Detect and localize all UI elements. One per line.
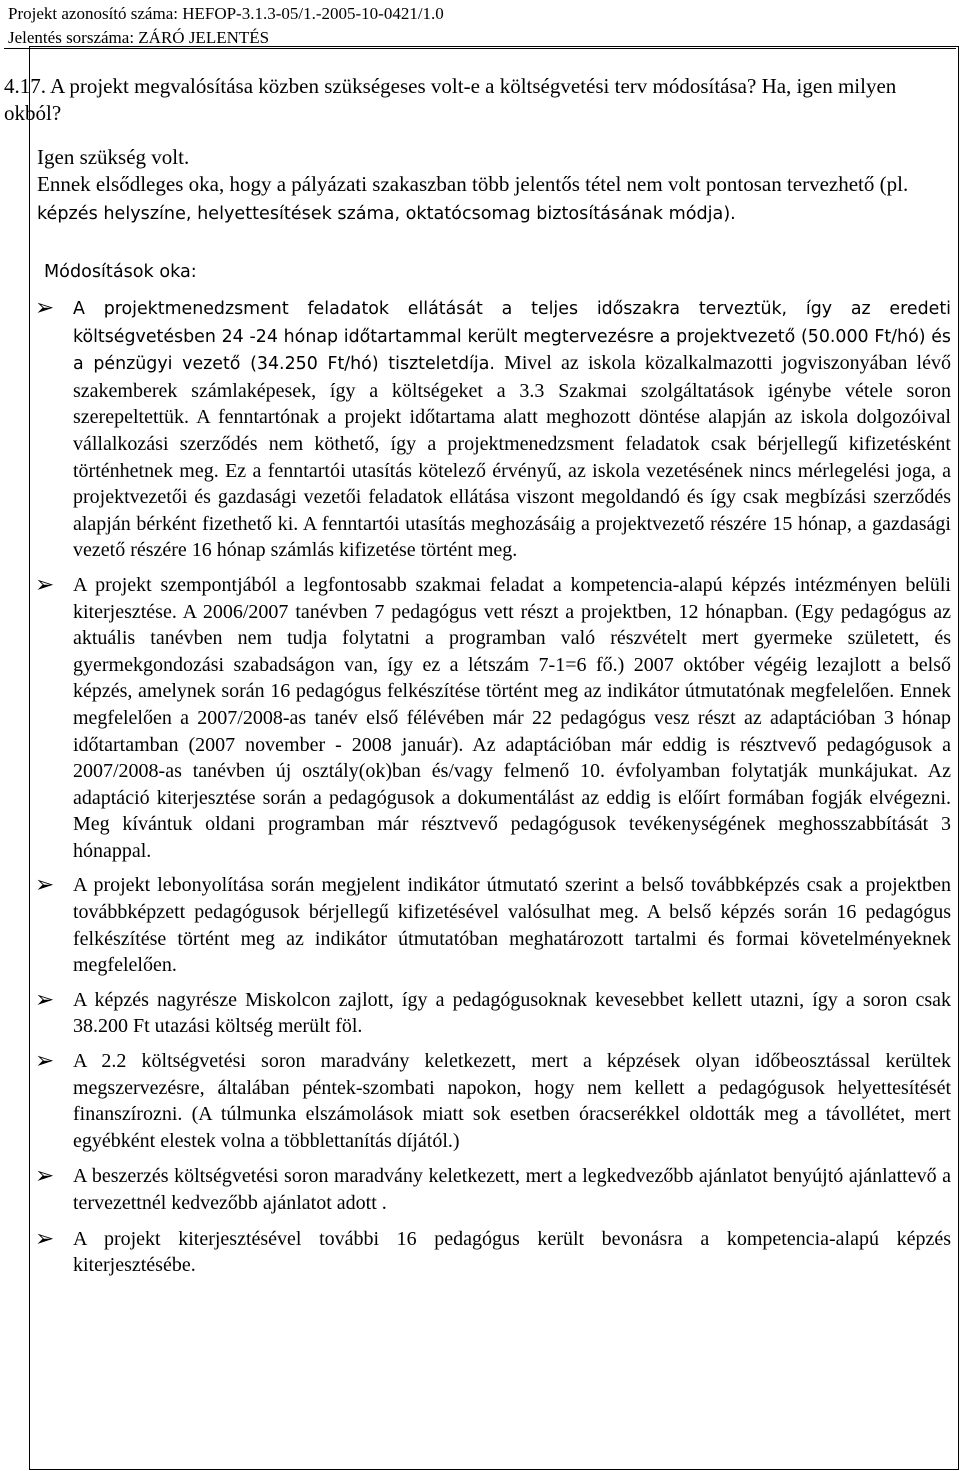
item-text: A projekt lebonyolítása során megjelent indikátor útmutató szerint a belső továbbképzés csak a projektben továbbképzett pedagógusok bérjellegű kifizetésével valósulhat meg. A belső képzés során 16 pedagógus felkészítése történt meg az indikátor útmutatóban meghatározott tartalmi és formai követelményeknek megfelelően. — [73, 874, 951, 977]
answer-reason-sans: képzés helyszíne, helyettesítések száma, oktatócsomag biztosításának módja). — [37, 204, 736, 224]
arrow-bullet-icon: ➢ — [35, 1048, 55, 1075]
list-item — [31, 572, 951, 865]
item-text: A projekt kiterjesztésével további 16 pedagógus került bevonásra a kompetencia-alapú képzés kiterjesztésébe. — [73, 1227, 951, 1277]
item-text: Mivel az iskola közalkalmazotti jogviszonyában lévő szakemberek számlaképesek, így a költségeket a 3.3 Szakmai szolgáltatások igénybe vétele soron szerepeltettük. A fenntartónak a projekt időtartama alatt meghozott döntése alapján az iskola dolgozóival vállalkozási szerződés nem köthető, így a projektmenedzsment feladatok csak bérjellegű kifizetésként történhetnek meg. Ez a fenntartói utasítás kötelező érvényű, az iskola vezetésének nincs mérlegelési joga, a projektvezetői és gazdasági vezetői feladatok ellátása viszont megoldandó és így csak megbízási szerződés alapján bérként fizethető ki. A fenntartói utasítás meghozásáig a projektvezető részére 15 hónap, a gazdasági vezető részére 16 hónap számlás kifizetése történt meg. — [73, 352, 951, 562]
answer-reason-serif: Ennek elsődleges oka, hogy a pályázati szakaszban több jelentős tétel nem volt pontosan tervezhető (pl. — [37, 171, 909, 196]
question-heading: 4.17. A projekt megvalósítása közben szükségeses volt-e a költségvetési terv módosítása? Ha, igen milyen okból? — [4, 74, 897, 125]
reasons-heading: Módosítások oka: — [44, 262, 197, 282]
item-text: A képzés nagyrésze Miskolcon zajlott, így a pedagógusoknak kevesebbet kellett utazni, így a soron csak 38.200 Ft utazási költség merült föl. — [73, 988, 951, 1038]
arrow-bullet-icon: ➢ — [35, 1225, 55, 1252]
item-text: A beszerzés költségvetési soron maradvány keletkezett, mert a legkedvezőbb ajánlatot benyújtó ajánlattevő a tervezettnél kedvezőbb ajánlatot adott . — [73, 1165, 951, 1214]
list-item — [31, 1163, 951, 1216]
arrow-bullet-icon: ➢ — [35, 872, 55, 899]
list-item — [31, 1048, 951, 1154]
item-text: A 2.2 költségvetési soron maradvány keletkezett, mert a képzések olyan időbeosztással kerültek megszervezésre, általában péntek-szombati napokon, hogy nem kellett a pedagógusok helyettesítését finanszírozni. (A túlmunka elszámolások miatt sok esetben óracserékkel oldották meg a távollétet, mert egyébként elestek volna a többlettanítás díjától.) — [73, 1050, 951, 1152]
answer-yes-line: Igen szükség volt. — [37, 145, 190, 169]
arrow-bullet-icon: ➢ — [35, 295, 55, 321]
item-text: A projekt szempontjából a legfontosabb szakmai feladat a kompetencia-alapú képzés intézményen belüli kiterjesztése. A 2006/2007 tanévben 7 pedagógus vett részt a projektben, 12 hónapban. (Egy pedagógus az aktuális tanévben nem tudja folytatni a programban való részvételt mert gyermeke született, és gyermekgondozási szabadságon van, így ez a létszám 7-1=6 fő.) 2007 október végéig lezajlott a belső képzés, amelynek során 16 pedagógus felkészítése történt meg az indikátor útmutatónak megfelelően. Ennek megfelelően a 2007/2008-as tanév első félévében már 22 pedagógus vesz részt az adaptációban 3 hónap időtartamban (2007 november - 2008 január). Az adaptációban már eddig is résztvevő pedagógusok a 2007/2008-as tanévben új osztály(ok)ban és/vagy felmenő 10. évfolyamban folytatják munkájukat. Az adaptáció kiterjesztése során a pedagógusok a dokumentálást az eddig is előírt formában fogják elvégezni. Meg kívántuk oldani programban már résztvevő pedagógusok tevékenységének meghosszabbítását 3 hónappal. — [73, 573, 951, 862]
page-header — [8, 2, 444, 50]
arrow-bullet-icon: ➢ — [35, 1163, 55, 1190]
list-item — [31, 295, 951, 564]
arrow-bullet-icon: ➢ — [35, 986, 55, 1013]
answer-block — [37, 144, 917, 228]
project-id-line: Projekt azonosító száma: HEFOP-3.1.3-05/1.-2005-10-0421/1.0 — [8, 4, 444, 23]
answer-reason-paragraph — [37, 171, 917, 228]
list-item — [31, 1226, 951, 1279]
report-number-line: Jelentés sorszáma: ZÁRÓ JELENTÉS — [8, 28, 270, 47]
arrow-bullet-icon: ➢ — [35, 571, 55, 598]
list-item — [31, 987, 951, 1040]
bullet-list — [31, 295, 951, 1279]
item-text-sans: A projektmenedzsment feladatok ellátását a teljes időszakra terveztük, így az eredeti költségvetésben 24 -24 hónap időtartammal került megtervezésre a projektvezető (50.000 Ft/hó) és a pénzügyi vezető (34.250 Ft/hó) tiszteletdíja. — [73, 299, 951, 375]
list-item — [31, 872, 951, 978]
